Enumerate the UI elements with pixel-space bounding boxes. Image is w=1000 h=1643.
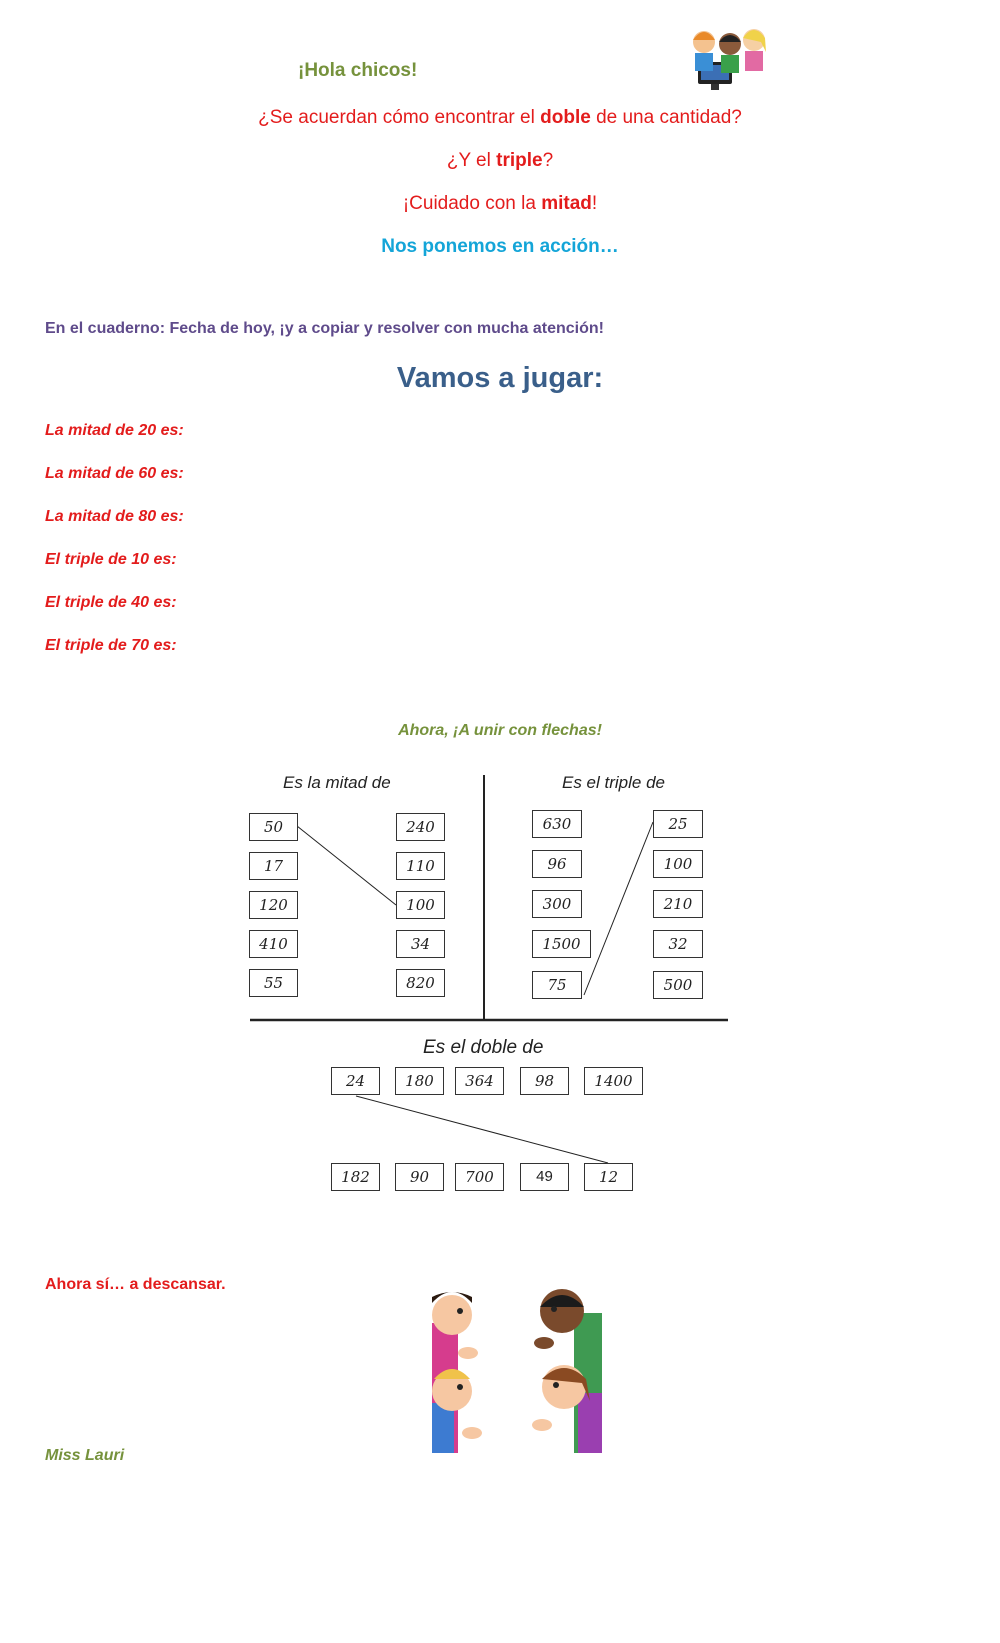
doble-bottom-box[interactable]: 700 (455, 1163, 504, 1191)
doble-top-box[interactable]: 1400 (584, 1067, 643, 1095)
mitad-left-box[interactable]: 410 (249, 930, 298, 958)
doble-top-box[interactable]: 364 (455, 1067, 504, 1095)
mitad-right-box[interactable]: 110 (396, 852, 445, 880)
mitad-right-box[interactable]: 240 (396, 813, 445, 841)
closing-text: Ahora sí… a descansar. (45, 1276, 226, 1293)
question: La mitad de 20 es: (45, 422, 184, 439)
intro-line-mitad-bold: mitad (541, 193, 592, 214)
example-arrow-doble (356, 1096, 608, 1163)
matching-title: Ahora, ¡A unir con flechas! (398, 722, 602, 739)
question: La mitad de 60 es: (45, 465, 184, 482)
intro-line-mitad-pre: ¡Cuidado con la (402, 193, 542, 214)
mitad-left-box[interactable]: 55 (249, 969, 298, 997)
doble-bottom-box[interactable]: 49 (520, 1163, 569, 1191)
triple-right-box[interactable]: 210 (653, 890, 703, 918)
triple-left-box[interactable]: 300 (532, 890, 582, 918)
triple-right-box[interactable]: 500 (653, 971, 703, 999)
mitad-left-box[interactable]: 50 (249, 813, 298, 841)
doble-top-box[interactable]: 24 (331, 1067, 380, 1095)
mitad-header: Es la mitad de (283, 773, 391, 792)
mitad-right-box[interactable]: 100 (396, 891, 445, 919)
doble-top-box[interactable]: 180 (395, 1067, 444, 1095)
triple-right-box[interactable]: 25 (653, 810, 703, 838)
doble-header: Es el doble de (423, 1037, 544, 1058)
triple-right-box[interactable]: 100 (653, 850, 703, 878)
doble-top-box[interactable]: 98 (520, 1067, 569, 1095)
greeting: ¡Hola chicos! (298, 60, 418, 81)
question: La mitad de 80 es: (45, 508, 184, 525)
intro-line-doble-post: de una cantidad? (590, 107, 742, 128)
intro-line-triple-bold: triple (496, 150, 543, 171)
question: El triple de 10 es: (45, 551, 177, 568)
intro-line-mitad-post: ! (591, 193, 598, 214)
triple-left-box[interactable]: 1500 (532, 930, 591, 958)
kids-peeking-illustration (432, 1283, 602, 1455)
intro-line-triple-post: ? (542, 150, 554, 171)
triple-left-box[interactable]: 96 (532, 850, 582, 878)
intro-line-accion: Nos ponemos en acción… (381, 236, 619, 257)
triple-header: Es el triple de (562, 773, 665, 792)
question: El triple de 70 es: (45, 637, 177, 654)
mitad-left-box[interactable]: 17 (249, 852, 298, 880)
doble-bottom-box[interactable]: 182 (331, 1163, 380, 1191)
mitad-right-box[interactable]: 820 (396, 969, 445, 997)
intro-line-triple-pre: ¿Y el (446, 150, 497, 171)
example-arrow-triple (584, 822, 653, 995)
question: El triple de 40 es: (45, 594, 177, 611)
triple-left-box[interactable]: 75 (532, 971, 582, 999)
example-arrow-mitad (297, 826, 396, 905)
game-title: Vamos a jugar: (396, 362, 604, 394)
mitad-left-box[interactable]: 120 (249, 891, 298, 919)
intro-line-doble-bold: doble (540, 107, 591, 128)
triple-left-box[interactable]: 630 (532, 810, 582, 838)
intro-line-doble-pre: ¿Se acuerdan cómo encontrar el (258, 107, 541, 128)
doble-bottom-box[interactable]: 90 (395, 1163, 444, 1191)
doble-bottom-box[interactable]: 12 (584, 1163, 633, 1191)
mitad-right-box[interactable]: 34 (396, 930, 445, 958)
signature: Miss Lauri (45, 1447, 125, 1464)
instruction: En el cuaderno: Fecha de hoy, ¡y a copiar y resolver con mucha atención! (45, 320, 604, 337)
triple-right-box[interactable]: 32 (653, 930, 703, 958)
